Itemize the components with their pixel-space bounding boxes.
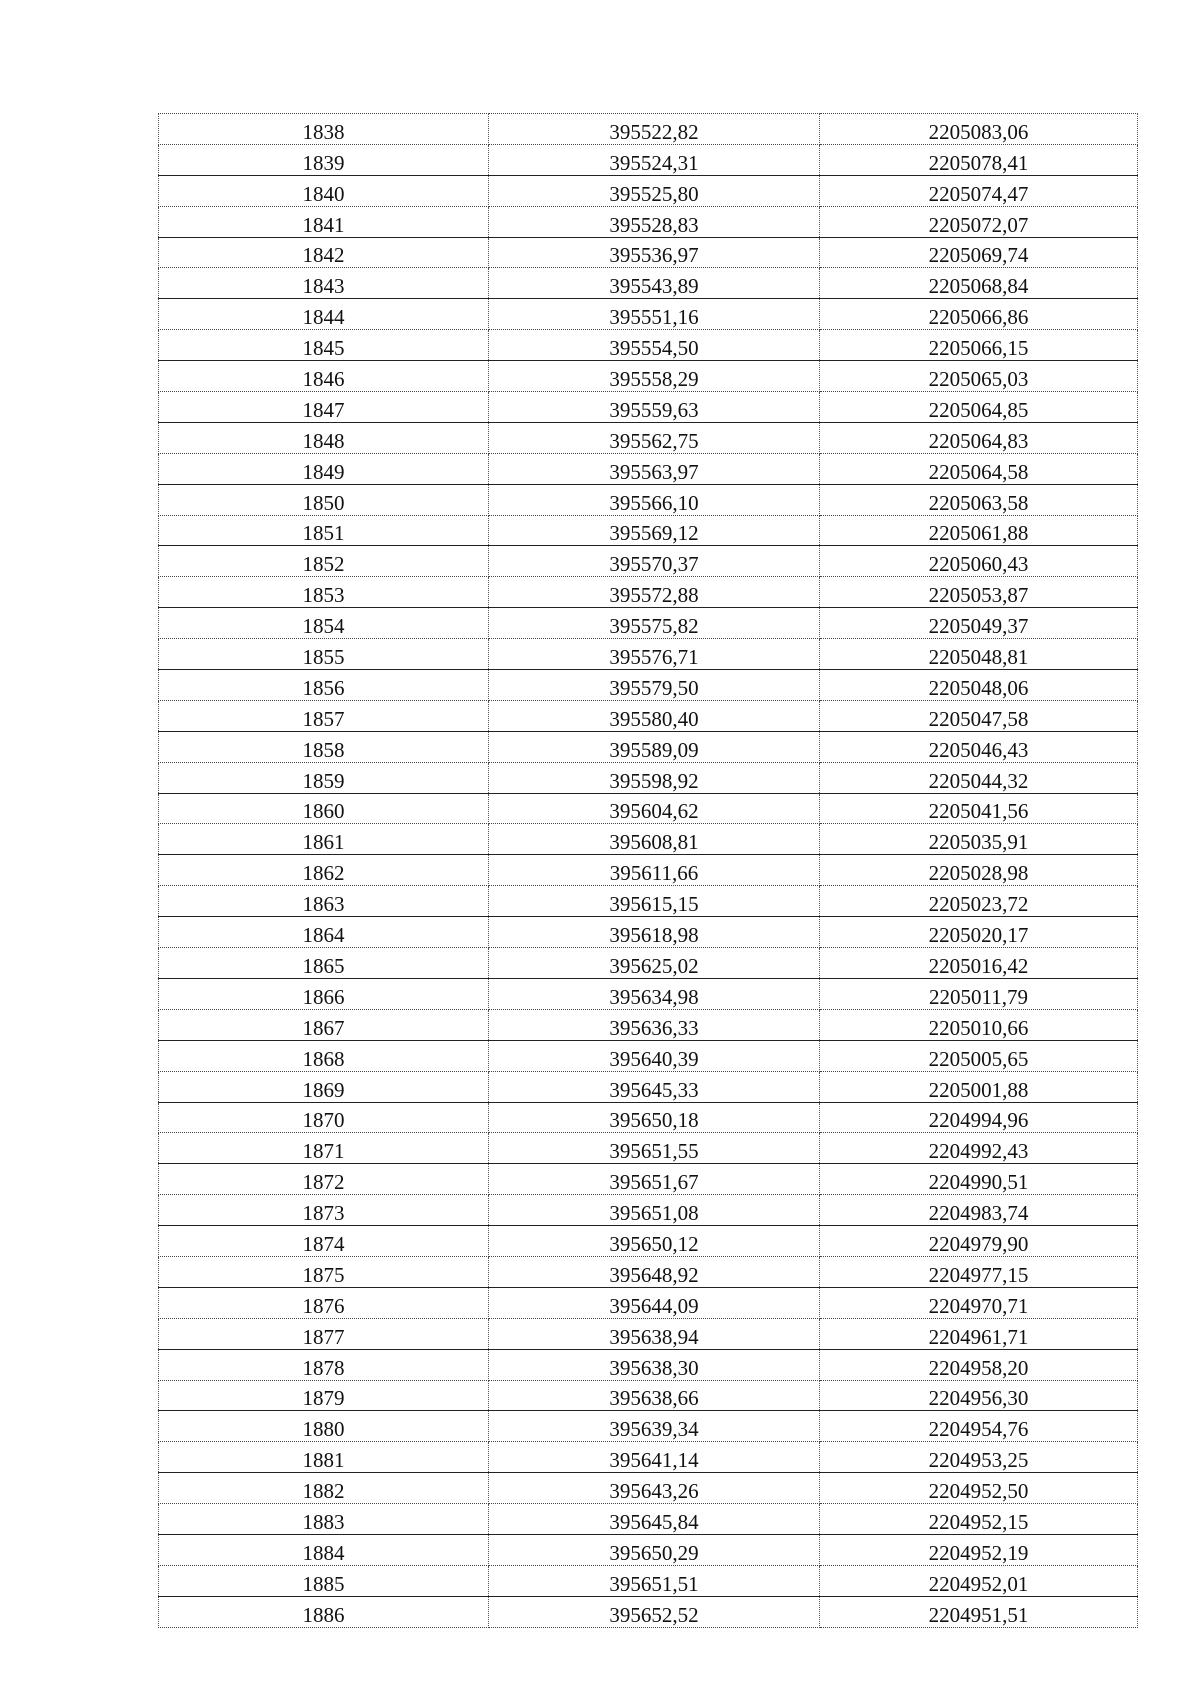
table-row [159,639,1138,670]
point-number-cell: 1877 [159,1318,489,1349]
point-number-cell: 1883 [159,1504,489,1535]
x-coordinate-cell: 395580,40 [489,700,820,731]
x-coordinate-cell: 395651,55 [489,1133,820,1164]
point-number-cell: 1853 [159,577,489,608]
table-row [159,731,1138,762]
table-row [159,1565,1138,1596]
x-coordinate-cell: 395650,29 [489,1534,820,1565]
point-number-cell: 1857 [159,700,489,731]
x-coordinate-cell: 395528,83 [489,206,820,237]
table-row [159,114,1138,145]
point-number-cell: 1886 [159,1596,489,1627]
y-coordinate-cell: 2205053,87 [820,577,1138,608]
y-coordinate-cell: 2205064,85 [820,392,1138,423]
x-coordinate-cell: 395651,51 [489,1565,820,1596]
x-coordinate-cell: 395651,67 [489,1164,820,1195]
table-row [159,1133,1138,1164]
point-number-cell: 1864 [159,917,489,948]
x-coordinate-cell: 395636,33 [489,1009,820,1040]
table-row [159,1164,1138,1195]
table-row [159,361,1138,392]
y-coordinate-cell: 2204977,15 [820,1256,1138,1287]
y-coordinate-cell: 2205047,58 [820,700,1138,731]
x-coordinate-cell: 395563,97 [489,453,820,484]
y-coordinate-cell: 2205010,66 [820,1009,1138,1040]
x-coordinate-cell: 395625,02 [489,948,820,979]
x-coordinate-cell: 395562,75 [489,422,820,453]
table-row [159,1504,1138,1535]
x-coordinate-cell: 395638,94 [489,1318,820,1349]
table-row [159,670,1138,701]
y-coordinate-cell: 2205041,56 [820,793,1138,824]
point-number-cell: 1870 [159,1102,489,1133]
y-coordinate-cell: 2204992,43 [820,1133,1138,1164]
point-number-cell: 1849 [159,453,489,484]
table-row [159,1040,1138,1071]
x-coordinate-cell: 395558,29 [489,361,820,392]
y-coordinate-cell: 2205066,86 [820,299,1138,330]
y-coordinate-cell: 2204958,20 [820,1349,1138,1380]
x-coordinate-cell: 395638,66 [489,1380,820,1411]
table-row [159,824,1138,855]
table-row [159,1534,1138,1565]
x-coordinate-cell: 395645,33 [489,1071,820,1102]
point-number-cell: 1866 [159,978,489,1009]
y-coordinate-cell: 2205060,43 [820,546,1138,577]
y-coordinate-cell: 2205001,88 [820,1071,1138,1102]
table-row [159,1318,1138,1349]
point-number-cell: 1865 [159,948,489,979]
x-coordinate-cell: 395634,98 [489,978,820,1009]
y-coordinate-cell: 2205048,06 [820,670,1138,701]
table-row [159,175,1138,206]
point-number-cell: 1845 [159,330,489,361]
table-row [159,392,1138,423]
x-coordinate-cell: 395652,52 [489,1596,820,1627]
x-coordinate-cell: 395536,97 [489,237,820,268]
y-coordinate-cell: 2204970,71 [820,1287,1138,1318]
point-number-cell: 1872 [159,1164,489,1195]
x-coordinate-cell: 395644,09 [489,1287,820,1318]
y-coordinate-cell: 2205049,37 [820,608,1138,639]
table-row [159,330,1138,361]
table-row [159,299,1138,330]
y-coordinate-cell: 2205048,81 [820,639,1138,670]
y-coordinate-cell: 2205044,32 [820,762,1138,793]
x-coordinate-cell: 395611,66 [489,855,820,886]
y-coordinate-cell: 2205066,15 [820,330,1138,361]
x-coordinate-cell: 395648,92 [489,1256,820,1287]
point-number-cell: 1869 [159,1071,489,1102]
x-coordinate-cell: 395650,18 [489,1102,820,1133]
table-row [159,608,1138,639]
point-number-cell: 1885 [159,1565,489,1596]
y-coordinate-cell: 2204952,50 [820,1473,1138,1504]
y-coordinate-cell: 2205023,72 [820,886,1138,917]
table-row [159,484,1138,515]
table-row [159,1226,1138,1257]
y-coordinate-cell: 2205072,07 [820,206,1138,237]
x-coordinate-cell: 395572,88 [489,577,820,608]
x-coordinate-cell: 395543,89 [489,268,820,299]
y-coordinate-cell: 2205035,91 [820,824,1138,855]
x-coordinate-cell: 395524,31 [489,144,820,175]
x-coordinate-cell: 395651,08 [489,1195,820,1226]
y-coordinate-cell: 2205046,43 [820,731,1138,762]
point-number-cell: 1850 [159,484,489,515]
y-coordinate-cell: 2205074,47 [820,175,1138,206]
y-coordinate-cell: 2205083,06 [820,114,1138,145]
table-row [159,1195,1138,1226]
point-number-cell: 1874 [159,1226,489,1257]
point-number-cell: 1842 [159,237,489,268]
x-coordinate-cell: 395645,84 [489,1504,820,1535]
table-row [159,206,1138,237]
point-number-cell: 1846 [159,361,489,392]
table-row [159,1287,1138,1318]
coordinates-table-body [159,114,1138,1628]
y-coordinate-cell: 2204952,01 [820,1565,1138,1596]
point-number-cell: 1838 [159,114,489,145]
table-row [159,886,1138,917]
y-coordinate-cell: 2204954,76 [820,1411,1138,1442]
point-number-cell: 1859 [159,762,489,793]
x-coordinate-cell: 395604,62 [489,793,820,824]
y-coordinate-cell: 2205064,83 [820,422,1138,453]
x-coordinate-cell: 395579,50 [489,670,820,701]
point-number-cell: 1862 [159,855,489,886]
table-row [159,1349,1138,1380]
point-number-cell: 1875 [159,1256,489,1287]
table-row [159,948,1138,979]
point-number-cell: 1851 [159,515,489,546]
x-coordinate-cell: 395525,80 [489,175,820,206]
y-coordinate-cell: 2205068,84 [820,268,1138,299]
point-number-cell: 1878 [159,1349,489,1380]
point-number-cell: 1841 [159,206,489,237]
point-number-cell: 1843 [159,268,489,299]
point-number-cell: 1861 [159,824,489,855]
point-number-cell: 1852 [159,546,489,577]
y-coordinate-cell: 2204961,71 [820,1318,1138,1349]
table-row [159,700,1138,731]
point-number-cell: 1858 [159,731,489,762]
point-number-cell: 1880 [159,1411,489,1442]
point-number-cell: 1868 [159,1040,489,1071]
table-row [159,1473,1138,1504]
x-coordinate-cell: 395643,26 [489,1473,820,1504]
y-coordinate-cell: 2205078,41 [820,144,1138,175]
y-coordinate-cell: 2205005,65 [820,1040,1138,1071]
table-row [159,1102,1138,1133]
x-coordinate-cell: 395650,12 [489,1226,820,1257]
table-row [159,793,1138,824]
table-row [159,1411,1138,1442]
table-row [159,453,1138,484]
y-coordinate-cell: 2205020,17 [820,917,1138,948]
point-number-cell: 1839 [159,144,489,175]
y-coordinate-cell: 2205065,03 [820,361,1138,392]
table-row [159,1596,1138,1627]
point-number-cell: 1884 [159,1534,489,1565]
point-number-cell: 1840 [159,175,489,206]
y-coordinate-cell: 2204951,51 [820,1596,1138,1627]
x-coordinate-cell: 395569,12 [489,515,820,546]
point-number-cell: 1844 [159,299,489,330]
table-row [159,917,1138,948]
x-coordinate-cell: 395638,30 [489,1349,820,1380]
point-number-cell: 1848 [159,422,489,453]
table-row [159,268,1138,299]
x-coordinate-cell: 395551,16 [489,299,820,330]
table-row [159,1071,1138,1102]
point-number-cell: 1867 [159,1009,489,1040]
y-coordinate-cell: 2204956,30 [820,1380,1138,1411]
table-row [159,577,1138,608]
y-coordinate-cell: 2205069,74 [820,237,1138,268]
table-row [159,762,1138,793]
y-coordinate-cell: 2205016,42 [820,948,1138,979]
x-coordinate-cell: 395522,82 [489,114,820,145]
x-coordinate-cell: 395608,81 [489,824,820,855]
x-coordinate-cell: 395598,92 [489,762,820,793]
x-coordinate-cell: 395641,14 [489,1442,820,1473]
x-coordinate-cell: 395575,82 [489,608,820,639]
point-number-cell: 1882 [159,1473,489,1504]
table-row [159,1009,1138,1040]
y-coordinate-cell: 2204983,74 [820,1195,1138,1226]
y-coordinate-cell: 2204952,19 [820,1534,1138,1565]
y-coordinate-cell: 2205063,58 [820,484,1138,515]
table-row [159,855,1138,886]
y-coordinate-cell: 2204994,96 [820,1102,1138,1133]
table-row [159,546,1138,577]
point-number-cell: 1860 [159,793,489,824]
table-row [159,237,1138,268]
y-coordinate-cell: 2204990,51 [820,1164,1138,1195]
point-number-cell: 1854 [159,608,489,639]
x-coordinate-cell: 395639,34 [489,1411,820,1442]
point-number-cell: 1856 [159,670,489,701]
x-coordinate-cell: 395640,39 [489,1040,820,1071]
y-coordinate-cell: 2205011,79 [820,978,1138,1009]
x-coordinate-cell: 395570,37 [489,546,820,577]
point-number-cell: 1879 [159,1380,489,1411]
x-coordinate-cell: 395566,10 [489,484,820,515]
y-coordinate-cell: 2205064,58 [820,453,1138,484]
x-coordinate-cell: 395559,63 [489,392,820,423]
table-row [159,1380,1138,1411]
coordinates-table [158,113,1138,1628]
x-coordinate-cell: 395554,50 [489,330,820,361]
y-coordinate-cell: 2204979,90 [820,1226,1138,1257]
y-coordinate-cell: 2205028,98 [820,855,1138,886]
point-number-cell: 1881 [159,1442,489,1473]
table-row [159,978,1138,1009]
table-row [159,1256,1138,1287]
point-number-cell: 1855 [159,639,489,670]
point-number-cell: 1871 [159,1133,489,1164]
table-row [159,515,1138,546]
table-row [159,422,1138,453]
point-number-cell: 1847 [159,392,489,423]
point-number-cell: 1876 [159,1287,489,1318]
point-number-cell: 1863 [159,886,489,917]
y-coordinate-cell: 2205061,88 [820,515,1138,546]
x-coordinate-cell: 395576,71 [489,639,820,670]
x-coordinate-cell: 395589,09 [489,731,820,762]
point-number-cell: 1873 [159,1195,489,1226]
x-coordinate-cell: 395618,98 [489,917,820,948]
table-row [159,144,1138,175]
x-coordinate-cell: 395615,15 [489,886,820,917]
table-row [159,1442,1138,1473]
y-coordinate-cell: 2204952,15 [820,1504,1138,1535]
y-coordinate-cell: 2204953,25 [820,1442,1138,1473]
